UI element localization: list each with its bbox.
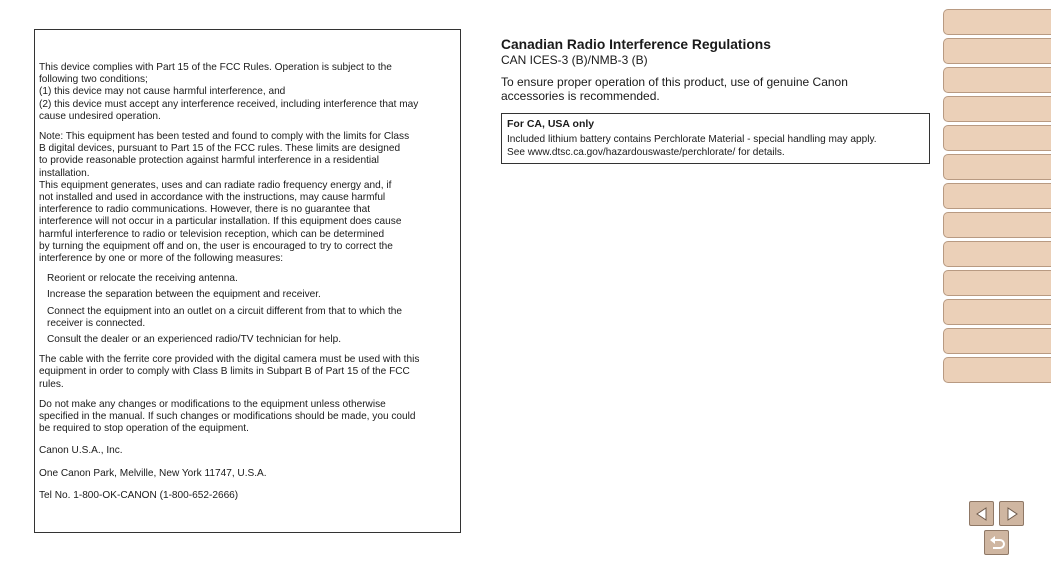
canada-section <box>501 37 931 164</box>
fcc-tel: Tel No. 1-800-OK-CANON (1-800-652-2666) <box>39 489 239 501</box>
next-page-button[interactable] <box>999 501 1024 526</box>
text-line: Included lithium battery contains Perchlorate Material - special handling may apply. <box>507 134 877 145</box>
fcc-measures-list <box>39 273 456 346</box>
text-line: interference to radio communications. However, there is no guarantee that <box>39 204 371 216</box>
text-line: not installed and used in accordance with the instructions, may cause harmful <box>39 192 386 204</box>
text-line: installation. <box>39 167 90 179</box>
fcc-intro <box>39 62 456 123</box>
text-line: This equipment generates, uses and can radiate radio frequency energy and, if <box>39 179 392 191</box>
fcc-company: Canon U.S.A., Inc. <box>39 445 123 457</box>
text-line: Note: This equipment has been tested and found to comply with the limits for Class <box>39 131 410 143</box>
text-line: be required to stop operation of the equipment. <box>39 423 249 435</box>
list-item <box>39 273 456 285</box>
text-line: Increase the separation between the equipment and receiver. <box>47 289 321 301</box>
triangle-right-icon <box>1000 502 1025 527</box>
side-tab-9[interactable] <box>943 241 1051 267</box>
text-line: (1) this device may not cause harmful interference, and <box>39 86 286 98</box>
text-line: Connect the equipment into an outlet on a circuit different from that to which the <box>47 305 402 317</box>
list-item <box>39 289 456 301</box>
side-tab-13[interactable] <box>943 357 1051 383</box>
fcc-notice-box <box>34 29 461 533</box>
canada-standard: CAN ICES-3 (B)/NMB-3 (B) <box>501 53 648 67</box>
fcc-address: One Canon Park, Melville, New York 11747, U.S.A. <box>39 467 267 479</box>
side-tab-3[interactable] <box>943 67 1051 93</box>
canada-heading: Canadian Radio Interference Regulations <box>501 37 771 52</box>
text-line: interference will not occur in a particular installation. If this equipment does cause <box>39 216 402 228</box>
side-tab-12[interactable] <box>943 328 1051 354</box>
side-tab-7[interactable] <box>943 183 1051 209</box>
side-tab-5[interactable] <box>943 125 1051 151</box>
text-line: rules. <box>39 378 64 390</box>
text-line: To ensure proper operation of this product, use of genuine Canon <box>501 75 848 89</box>
text-line: following two conditions; <box>39 74 148 86</box>
text-line: equipment in order to comply with Class B limits in Subpart B of Part 15 of the FCC <box>39 366 410 378</box>
text-line: specified in the manual. If such changes or modifications should be made, you could <box>39 411 416 423</box>
list-item <box>39 334 456 346</box>
prev-page-button[interactable] <box>969 501 994 526</box>
fcc-modifications <box>39 399 456 436</box>
fcc-ferrite <box>39 354 456 391</box>
side-tab-2[interactable] <box>943 38 1051 64</box>
text-line: Consult the dealer or an experienced radio/TV technician for help. <box>47 334 342 346</box>
accessories-note <box>501 75 931 103</box>
perchlorate-box <box>501 113 930 164</box>
text-line: cause undesired operation. <box>39 110 161 122</box>
fcc-note <box>39 131 456 265</box>
side-tab-4[interactable] <box>943 96 1051 122</box>
text-line: B digital devices, pursuant to Part 15 of the FCC rules. These limits are designed <box>39 143 401 155</box>
side-tab-bar <box>943 9 1051 386</box>
text-line: This device complies with Part 15 of the FCC Rules. Operation is subject to the <box>39 62 392 73</box>
text-line: receiver is connected. <box>47 317 146 329</box>
side-tab-11[interactable] <box>943 299 1051 325</box>
side-tab-6[interactable] <box>943 154 1051 180</box>
return-arrow-icon <box>985 531 1010 556</box>
text-line: interference by one or more of the following measures: <box>39 253 284 265</box>
text-line: (2) this device must accept any interference received, including interference that may <box>39 98 419 110</box>
list-item <box>39 306 456 330</box>
text-line: by turning the equipment off and on, the user is encouraged to try to correct the <box>39 240 393 252</box>
perchlorate-title: For CA, USA only <box>507 118 595 130</box>
text-line: Do not make any changes or modifications to the equipment unless otherwise <box>39 398 386 410</box>
text-line: accessories is recommended. <box>501 89 660 103</box>
text-line: The cable with the ferrite core provided with the digital camera must be used with this <box>39 354 420 366</box>
text-line: Reorient or relocate the receiving antenna. <box>47 273 238 285</box>
side-tab-10[interactable] <box>943 270 1051 296</box>
text-line: See www.dtsc.ca.gov/hazardouswaste/perchlorate/ for details. <box>507 147 785 158</box>
side-tab-8[interactable] <box>943 212 1051 238</box>
return-button[interactable] <box>984 530 1009 555</box>
text-line: harmful interference to radio or television reception, which can be determined <box>39 228 385 240</box>
side-tab-1[interactable] <box>943 9 1051 35</box>
triangle-left-icon <box>970 502 995 527</box>
text-line: to provide reasonable protection against harmful interference in a residential <box>39 155 380 167</box>
